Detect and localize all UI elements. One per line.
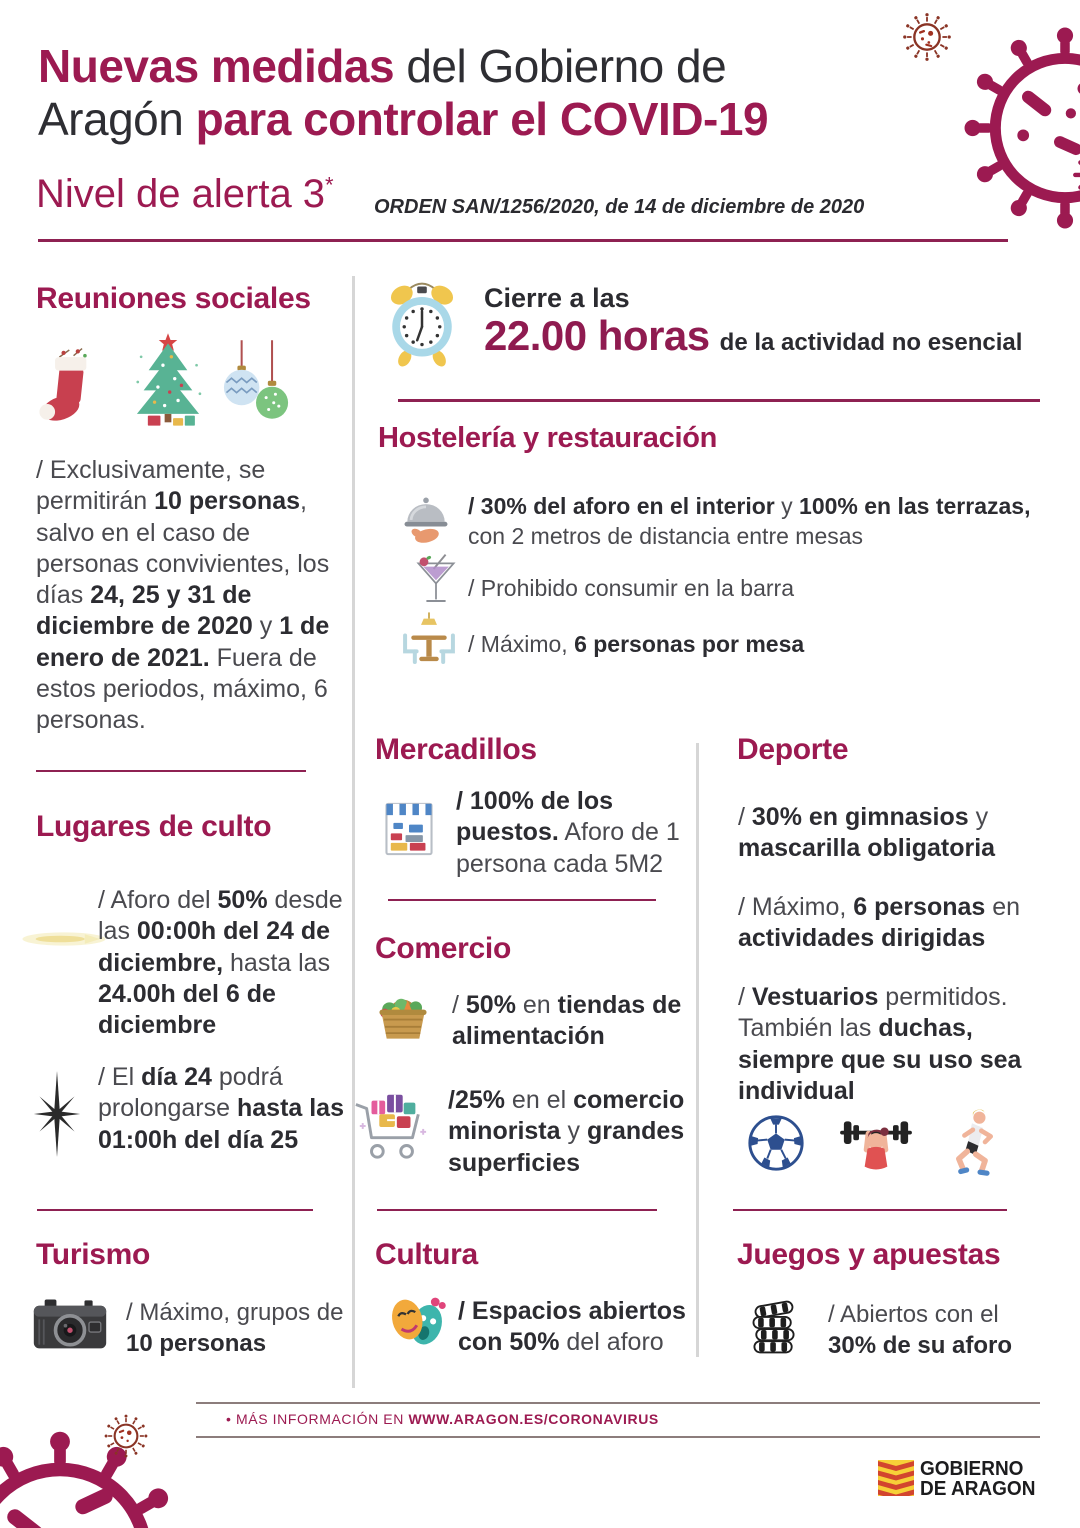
soccer-ball-icon	[745, 1112, 807, 1179]
right-divider	[733, 1209, 1007, 1211]
section-title-deporte: Deporte	[737, 733, 849, 766]
culto-item-1: / Aforo del 50% desde las 00:00h del 24 de diciembre, hasta las 24.00h del 6 de diciembre	[98, 886, 343, 1039]
mercadillos-item-1: / 100% de los puestos. Aforo de 1 persona cada 5M2	[456, 787, 680, 878]
closure-time: 22.00 horas	[484, 312, 710, 359]
left-divider-1	[36, 770, 306, 772]
gobierno-logo-line1: GOBIERNO	[920, 1458, 1024, 1480]
theater-masks-icon	[381, 1291, 451, 1360]
hosteleria-item-1: / 30% del aforo en el interior y 100% en las terrazas, con 2 metros de distancia entre mesas	[468, 493, 1031, 549]
christmas-tree-icon	[126, 326, 210, 443]
section-title-reuniones: Reuniones sociales	[36, 282, 311, 315]
section-title-hosteleria: Hostelería y restauración	[378, 422, 718, 454]
comercio-item-1: / 50% en tiendas de alimentación	[452, 991, 682, 1051]
running-icon	[942, 1105, 1000, 1184]
gobierno-aragon-logo	[920, 1459, 1041, 1499]
column-divider-left	[352, 276, 355, 1388]
camera-icon	[32, 1292, 108, 1359]
order-reference: ORDEN SAN/1256/2020, de 14 de diciembre de 2020	[374, 196, 865, 218]
section-title-juegos: Juegos y apuestas	[737, 1238, 1001, 1271]
footer-info-url: WWW.ARAGON.ES/CORONAVIRUS	[408, 1411, 659, 1427]
header-divider	[38, 239, 1008, 242]
cocktail-icon	[412, 548, 460, 619]
section-title-cultura: Cultura	[375, 1238, 478, 1271]
footer-line-top	[196, 1402, 1040, 1404]
footer-info	[226, 1411, 659, 1427]
closure-prefix: Cierre a las	[484, 283, 630, 313]
comercio-item-2: /25% en el comercio minorista y grandes superficies	[448, 1086, 685, 1177]
gobierno-logo-line2: DE ARAGON	[920, 1478, 1036, 1500]
bethlehem-star-icon	[28, 1062, 86, 1171]
page-title-line2: Aragón para controlar el COVID-19	[38, 93, 769, 145]
market-stall-icon	[383, 798, 435, 865]
alert-level: Nivel de alerta 3*	[36, 172, 334, 216]
footer-bullet: •	[226, 1411, 232, 1427]
footer-info-label: MÁS INFORMACIÓN EN	[236, 1411, 409, 1427]
poker-chips-icon	[746, 1296, 802, 1369]
christmas-stocking-icon	[38, 332, 102, 437]
shooting-star-icon	[18, 922, 110, 961]
virus-small-bottom-icon	[100, 1410, 152, 1467]
cultura-item-1: / Espacios abiertos con 50% del aforo	[458, 1297, 686, 1357]
section-title-mercadillos: Mercadillos	[375, 733, 537, 766]
shopping-cart-icon	[352, 1086, 430, 1171]
left-divider-2	[37, 1209, 313, 1211]
deporte-item-2: / Máximo, 6 personas en actividades dirigidas	[738, 893, 1021, 953]
weightlifting-icon	[836, 1110, 916, 1183]
virus-small-icon	[898, 8, 956, 71]
middle-divider-1	[388, 899, 656, 901]
deporte-item-3: / Vestuarios permitidos. También las duchas, siempre que su uso sea individual	[738, 983, 1022, 1105]
hosteleria-item-2: / Prohibido consumir en la barra	[468, 575, 794, 601]
deporte-item-1: / 30% en gimnasios y mascarilla obligatoria	[738, 803, 996, 863]
closure-suffix: de la actividad no esencial	[719, 329, 1023, 356]
virus-large-icon	[955, 18, 1080, 243]
food-basket-icon	[374, 986, 432, 1049]
serving-cloche-icon	[398, 490, 454, 553]
section-title-turismo: Turismo	[36, 1238, 151, 1271]
juegos-item-1: / Abiertos con el 30% de su aforo	[828, 1301, 1013, 1359]
turismo-item-1: / Máximo, grupos de 10 personas	[126, 1299, 344, 1357]
culto-item-2: / El día 24 podrá prolongarse hasta las 01:00h del día 25	[98, 1063, 344, 1154]
aragon-flag-icon	[878, 1460, 914, 1501]
footer-line-bottom	[196, 1436, 1040, 1438]
table-chairs-icon	[398, 610, 460, 673]
reuniones-body: / Exclusivamente, se permitirán 10 personas, salvo en el caso de personas convivientes, los días 24, 25 y 31 de diciembre de 2020 y 1 de enero de 2021. Fuera de estos periodos, máximo, 6 personas.	[36, 456, 330, 734]
column-divider-right	[696, 743, 699, 1357]
alert-asterisk: *	[325, 172, 334, 198]
virus-large-bottom-icon	[0, 1420, 195, 1528]
closure-divider	[398, 399, 1040, 402]
section-title-culto: Lugares de culto	[36, 810, 272, 843]
middle-divider-2	[377, 1209, 657, 1211]
ornaments-icon	[218, 332, 294, 443]
hosteleria-item-3: / Máximo, 6 personas por mesa	[468, 631, 805, 657]
section-title-comercio: Comercio	[375, 932, 511, 965]
alarm-clock-icon	[374, 274, 470, 375]
page-title-line1: Nuevas medidas del Gobierno de	[38, 40, 727, 92]
